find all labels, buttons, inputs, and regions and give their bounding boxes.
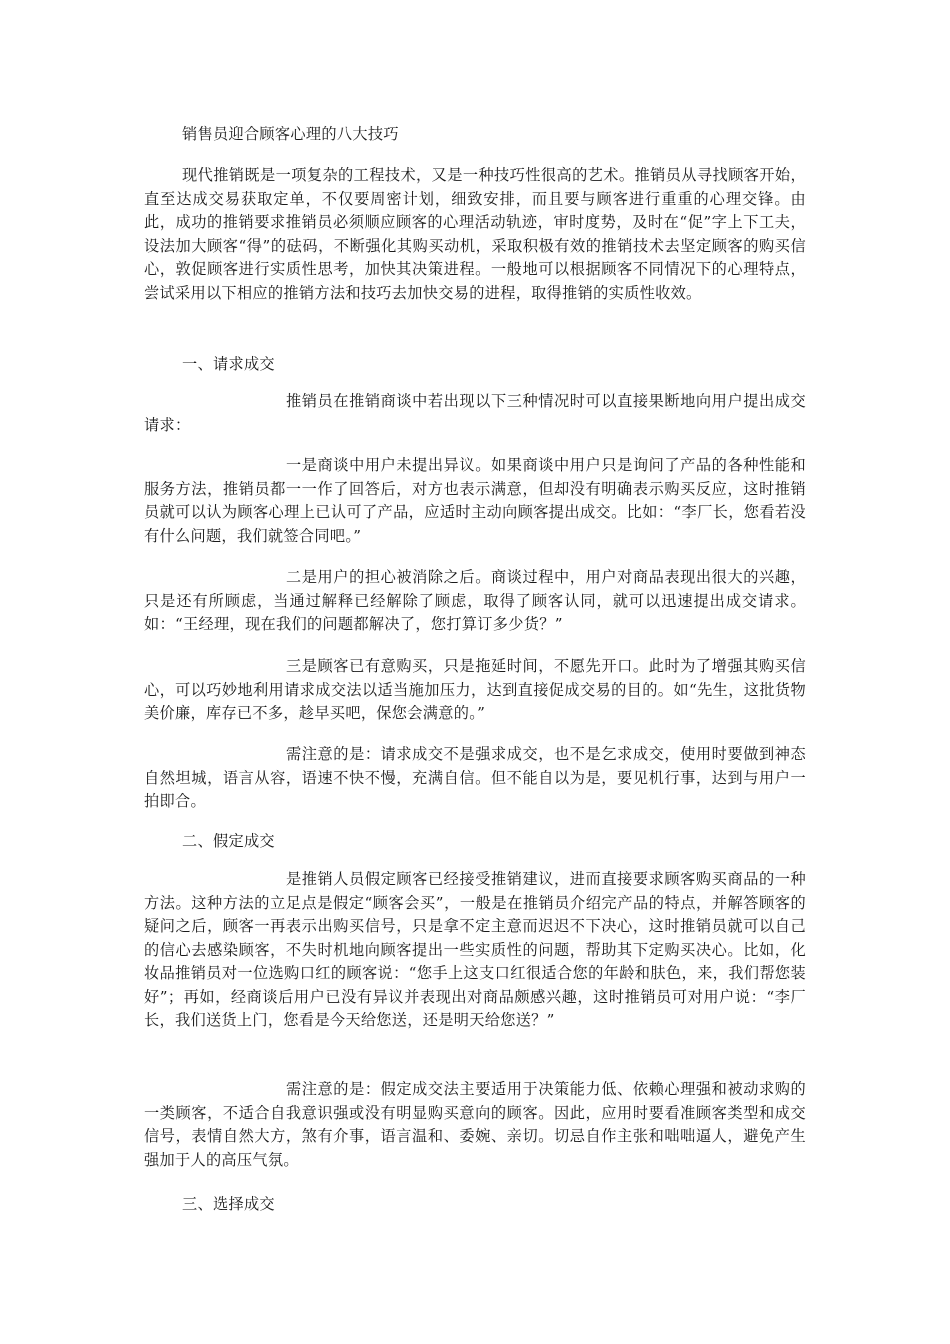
- section-heading-2: 二、假定成交: [182, 832, 275, 850]
- section-heading-3: 三、选择成交: [182, 1195, 275, 1213]
- section1-paragraph-3: 二是用户的担心被消除之后。商谈过程中，用户对商品表现出很大的兴趣，只是还有所顾虑，当通过解释已经解除了顾虑，取得了顾客认同，就可以迅速提出成交请求。如：“王经理，现在我们的问题都解决了，您打算订多少货？”: [144, 568, 806, 633]
- section2-paragraph-2: 需注意的是：假定成交法主要适用于决策能力低、依赖心理强和被动求购的一类顾客，不适合自我意识强或没有明显购买意向的顾客。因此，应用时要看准顾客类型和成交信号，表情自然大方，煞有介事，语言温和、委婉、亲切。切忌自作主张和咄咄逼人，避免产生强加于人的高压气氛。: [144, 1080, 806, 1169]
- section1-paragraph-1: 推销员在推销商谈中若出现以下三种情况时可以直接果断地向用户提出成交请求：: [144, 392, 806, 434]
- section1-paragraph-2: 一是商谈中用户未提出异议。如果商谈中用户只是询问了产品的各种性能和服务方法，推销员都一一作了回答后，对方也表示满意，但却没有明确表示购买反应，这时推销员就可以认为顾客心理上已认可了产品，应适时主动向顾客提出成交。比如：“李厂长，您看若没有什么问题，我们就签合同吧。”: [144, 456, 806, 545]
- intro-paragraph: 现代推销既是一项复杂的工程技术，又是一种技巧性很高的艺术。推销员从寻找顾客开始，直至达成交易获取定单，不仅要周密计划，细致安排，而且要与顾客进行重重的心理交锋。由此，成功的推销要求推销员必须顺应顾客的心理活动轨迹，审时度势，及时在“促”字上下工夫，设法加大顾客“得”的砝码，不断强化其购买动机，采取积极有效的推销技术去坚定顾客的购买信心，敦促顾客进行实质性思考，加快其决策进程。一般地可以根据顾客不同情况下的心理特点，尝试采用以下相应的推销方法和技巧去加快交易的进程，取得推销的实质性收效。: [144, 166, 806, 302]
- section1-paragraph-4: 三是顾客已有意购买，只是拖延时间，不愿先开口。此时为了增强其购买信心，可以巧妙地利用请求成交法以适当施加压力，达到直接促成交易的目的。如“先生，这批货物美价廉，库存已不多，趁早买吧，保您会满意的。”: [144, 657, 806, 722]
- section1-paragraph-5: 需注意的是：请求成交不是强求成交，也不是乞求成交，使用时要做到神态自然坦城，语言从容，语速不快不慢，充满自信。但不能自以为是，要见机行事，达到与用户一拍即合。: [144, 745, 806, 810]
- document-title: 销售员迎合顾客心理的八大技巧: [182, 125, 399, 143]
- section-heading-1: 一、请求成交: [182, 355, 275, 373]
- section2-paragraph-1: 是推销人员假定顾客已经接受推销建议，进而直接要求顾客购买商品的一种方法。这种方法的立足点是假定“顾客会买”，一般是在推销员介绍完产品的特点，并解答顾客的疑问之后，顾客一再表示出购买信号，只是拿不定主意而迟迟不下决心，这时推销员就可以自己的信心去感染顾客，不失时机地向顾客提出一些实质性的问题，帮助其下定购买决心。比如，化妆品推销员对一位选购口红的顾客说：“您手上这支口红很适合您的年龄和肤色，来，我们帮您装好”；再如，经商谈后用户已没有异议并表现出对商品颇感兴趣，这时推销员可对用户说：“李厂长，我们送货上门，您看是今天给您送，还是明天给您送？”: [144, 870, 806, 1029]
